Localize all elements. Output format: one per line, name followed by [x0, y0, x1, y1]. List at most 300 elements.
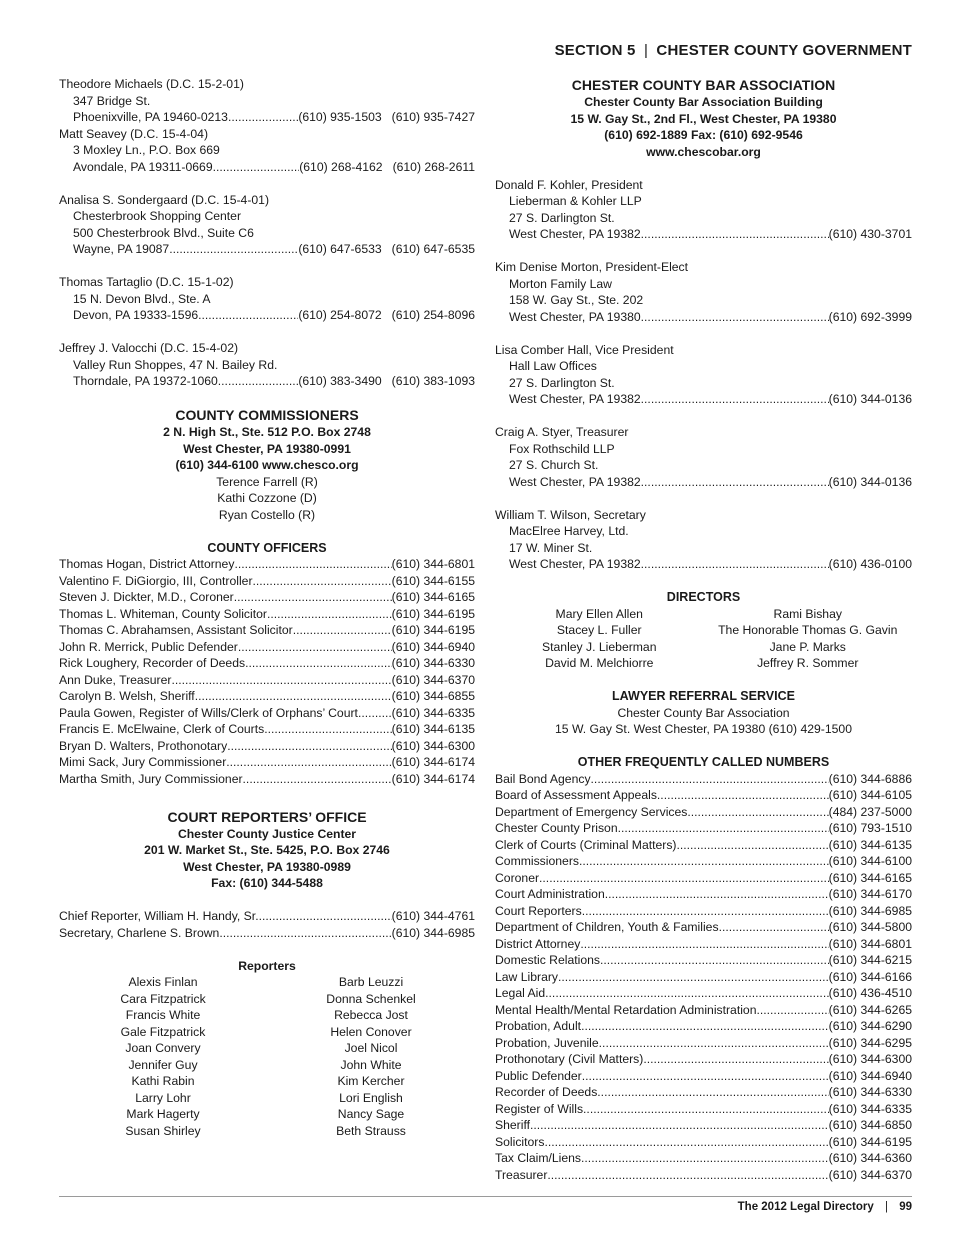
entry-name: Wayne, PA 19087	[73, 242, 170, 256]
address-phone-line	[495, 309, 912, 326]
phone-number: (610) 344-6985	[391, 925, 475, 940]
entry-name: Public Defender	[495, 1068, 582, 1083]
number-row	[495, 1134, 912, 1151]
entry-name: Chief Reporter, William H. Handy, Sr.	[59, 909, 259, 923]
fax-number: (610) 935-7427	[391, 110, 475, 124]
address-line: 2 N. High St., Ste. 512 P.O. Box 2748	[163, 425, 371, 439]
fax-number: (610) 647-6535	[391, 242, 475, 256]
dot-leader	[228, 109, 298, 126]
reporter-name: John White	[340, 1057, 402, 1072]
number-row	[495, 919, 912, 936]
address-line: Hall Law Offices	[509, 359, 597, 373]
entry-name: Steven J. Dickter, M.D., Coroner	[59, 590, 234, 604]
dot-leader	[583, 1101, 829, 1118]
entry-name: Mental Health/Mental Retardation Administration	[495, 1002, 757, 1017]
fax-number: (610) 268-2611	[392, 159, 475, 174]
commissioners-members	[59, 474, 475, 524]
entry-name: West Chester, PA 19382	[509, 557, 641, 571]
dot-leader	[591, 771, 829, 788]
address-phone-line	[59, 109, 475, 126]
dot-leader	[757, 1002, 829, 1019]
entry-name: Sheriff	[495, 1118, 531, 1132]
entry-name: Law Library	[495, 969, 558, 984]
entry-name: Probation, Adult	[495, 1019, 582, 1033]
phone-number: (610) 344-6165	[391, 590, 475, 604]
bar-officers-list	[495, 177, 912, 573]
officer-name: Lisa Comber Hall, Vice President	[495, 342, 674, 357]
phone-number: (610) 344-0136	[828, 474, 912, 489]
entry-name: Secretary, Charlene S. Brown	[59, 925, 220, 940]
left-column	[59, 76, 475, 1139]
dot-leader	[169, 241, 298, 258]
phone-number: (610) 344-4761	[391, 909, 475, 923]
number-row	[495, 1101, 912, 1118]
officer-row	[59, 672, 475, 689]
phone-number: (610) 344-6886	[828, 771, 912, 786]
address-line: Fox Rothschild LLP	[509, 441, 615, 456]
address-line: 158 W. Gay St., Ste. 202	[509, 293, 644, 307]
dot-leader	[558, 969, 829, 986]
entry-name: Valentino F. DiGiorgio, III, Controller	[59, 573, 253, 588]
director-name: Jane P. Marks	[769, 639, 846, 654]
entry-name: Rick Loughery, Recorder of Deeds	[59, 656, 246, 670]
reporter-name: Cara Fitzpatrick	[120, 991, 206, 1006]
court-reporters-title: COURT REPORTERS’ OFFICE	[167, 808, 367, 825]
entry-name: Bryan D. Walters, Prothonotary	[59, 738, 228, 753]
phone-number: (610) 344-6801	[828, 936, 912, 951]
dot-leader	[171, 672, 391, 689]
director-name: Mary Ellen Allen	[555, 606, 643, 621]
address-line: MacElree Harvey, Ltd.	[509, 524, 629, 538]
reporter-name: Alexis Finlan	[128, 975, 198, 989]
entry-name: Bail Bond Agency	[495, 771, 591, 786]
district-court-list	[59, 76, 475, 390]
right-column	[495, 76, 912, 1183]
directors-grid	[495, 606, 912, 672]
staff-row	[59, 925, 475, 942]
dot-leader	[227, 738, 391, 755]
entry-name: Carolyn B. Welsh, Sheriff	[59, 689, 195, 703]
number-row	[495, 1068, 912, 1085]
officer-row	[59, 738, 475, 755]
entry-name: Ann Duke, Treasurer	[59, 672, 172, 687]
dot-leader	[579, 853, 829, 870]
phone-number: (610) 344-6135	[828, 837, 912, 852]
director-name: Stanley J. Lieberman	[542, 639, 657, 654]
dot-leader	[238, 639, 392, 656]
number-row	[495, 787, 912, 804]
page-number: 99	[899, 1201, 912, 1213]
court-reporters-address	[59, 826, 475, 892]
referral-line: Chester County Bar Association	[617, 705, 790, 720]
dot-leader	[234, 556, 391, 573]
entry-name: Treasurer	[495, 1167, 548, 1182]
officer-row	[59, 639, 475, 656]
bar-association-section	[495, 76, 912, 573]
address-line: 347 Bridge St.	[73, 93, 151, 108]
number-row	[495, 952, 912, 969]
entry-name: Mimi Sack, Jury Commissioner	[59, 755, 227, 769]
dot-leader	[641, 226, 829, 243]
number-row	[495, 903, 912, 920]
phone-number: (610) 430-3701	[828, 227, 912, 241]
entry-name: Matt Seavey (D.C. 15-4-04)	[59, 126, 209, 141]
phone-number: (610) 344-6170	[828, 887, 912, 901]
director-name: The Honorable Thomas G. Gavin	[718, 623, 898, 637]
other-numbers-list	[495, 771, 912, 1184]
phone-number: (610) 344-6940	[828, 1068, 912, 1083]
officer-row	[59, 556, 475, 573]
number-row	[495, 804, 912, 821]
dot-leader	[530, 1117, 829, 1134]
reporter-name: Beth Strauss	[336, 1123, 406, 1138]
number-row	[495, 1035, 912, 1052]
entry-name: Register of Wills	[495, 1101, 584, 1116]
fax-number: (610) 254-8096	[391, 308, 475, 322]
officer-row	[59, 754, 475, 771]
phone-number: (610) 935-1503	[298, 110, 382, 124]
phone-number: (610) 383-3490	[298, 374, 382, 388]
dot-leader	[600, 952, 829, 969]
publication-name: The 2012 Legal Directory	[737, 1201, 874, 1213]
directors-section	[495, 589, 912, 672]
reporter-name: Helen Conover	[330, 1024, 412, 1039]
dot-leader	[643, 1051, 828, 1068]
number-row	[495, 969, 912, 986]
address-line: 27 S. Church St.	[509, 458, 599, 472]
number-row	[495, 1150, 912, 1167]
dot-leader	[677, 837, 829, 854]
entry-name: Legal Aid	[495, 986, 546, 1000]
phone-number: (610) 344-6300	[391, 738, 475, 753]
dot-leader	[195, 688, 392, 705]
phone-number: (610) 344-6174	[391, 755, 475, 769]
referral-lines	[495, 705, 912, 738]
entry-name: Thorndale, PA 19372-1060	[73, 374, 218, 388]
address-line: Morton Family Law	[509, 276, 612, 291]
phone-number: (610) 344-6195	[391, 606, 475, 621]
fax-number: (610) 383-1093	[391, 374, 475, 388]
number-row	[495, 886, 912, 903]
dot-leader	[544, 1134, 828, 1151]
phone-number: (610) 344-0136	[828, 392, 912, 406]
officer-name: Donald F. Kohler, President	[495, 177, 643, 192]
dot-leader	[226, 754, 391, 771]
phone-number: (610) 344-6100	[828, 854, 912, 868]
entry-name: Thomas Tartaglio (D.C. 15-1-02)	[59, 275, 234, 289]
officer-row	[59, 655, 475, 672]
bar-association-title: CHESTER COUNTY BAR ASSOCIATION	[571, 77, 836, 93]
county-officers-section	[59, 540, 475, 788]
address-phone-line	[59, 307, 475, 324]
address-line: 201 W. Market St., Ste. 5425, P.O. Box 2746	[144, 843, 390, 857]
dot-leader	[218, 373, 299, 390]
dot-leader	[582, 903, 829, 920]
entry-name: John R. Merrick, Public Defender	[59, 639, 238, 654]
dot-leader	[641, 474, 829, 491]
phone-number: (610) 344-6300	[828, 1052, 912, 1066]
commissioners-section	[59, 406, 475, 523]
staff-row	[59, 908, 475, 925]
phone-number: (610) 436-0100	[828, 557, 912, 571]
phone-number: (610) 344-6940	[391, 639, 475, 654]
dot-leader	[580, 936, 828, 953]
address-line: (610) 692-1889 Fax: (610) 692-9546	[604, 128, 803, 142]
entry-name: Phoenixville, PA 19460-0213	[73, 110, 228, 124]
phone-number: (610) 344-6155	[391, 573, 475, 588]
phone-number: (610) 344-6330	[828, 1085, 912, 1099]
dot-leader	[539, 870, 829, 887]
reporter-name: Jennifer Guy	[128, 1057, 198, 1072]
phone-number: (610) 344-6370	[828, 1167, 912, 1182]
entry-name: Board of Assessment Appeals	[495, 788, 657, 802]
number-row	[495, 771, 912, 788]
address-line: 27 S. Darlington St.	[509, 375, 615, 390]
director-name: Jeffrey R. Sommer	[757, 656, 859, 670]
entry-name: West Chester, PA 19380	[509, 309, 641, 324]
referral-title: LAWYER REFERRAL SERVICE	[612, 689, 795, 703]
county-officers-list	[59, 556, 475, 787]
address-phone-line	[495, 391, 912, 408]
reporter-name: Susan Shirley	[125, 1123, 201, 1138]
address-phone-line	[59, 373, 475, 390]
number-row	[495, 1002, 912, 1019]
number-row	[495, 985, 912, 1002]
address-line: (610) 344-6100 www.chesco.org	[175, 458, 359, 472]
commissioners-title: COUNTY COMMISSIONERS	[175, 407, 359, 423]
entry-name: Analisa S. Sondergaard (D.C. 15-4-01)	[59, 192, 270, 207]
section-header	[555, 42, 912, 59]
directory-entry	[59, 126, 475, 176]
entry-name: Clerk of Courts (Criminal Matters)	[495, 837, 677, 852]
dot-leader	[545, 985, 829, 1002]
reporter-name: Gale Fitzpatrick	[120, 1024, 206, 1039]
phone-number: (610) 793-1510	[828, 821, 912, 835]
reporter-name: Nancy Sage	[337, 1107, 405, 1121]
phone-number: (610) 344-6165	[828, 870, 912, 885]
phone-number: (610) 647-6533	[298, 242, 382, 256]
reporter-name: Joel Nicol	[344, 1041, 398, 1055]
entry-name: Thomas C. Abrahamsen, Assistant Solicitor	[59, 623, 293, 637]
officer-name: Craig A. Styer, Treasurer	[495, 425, 629, 439]
entry-name: Commissioners	[495, 854, 579, 868]
bar-officer-entry	[495, 259, 912, 325]
phone-number: (484) 237-5000	[828, 804, 912, 819]
phone-number: (610) 344-6335	[391, 705, 475, 720]
reporter-name: Barb Leuzzi	[338, 975, 404, 989]
dot-leader	[259, 908, 392, 925]
dot-leader	[618, 820, 829, 837]
dot-leader	[267, 606, 392, 623]
dot-leader	[547, 1167, 828, 1184]
dot-leader	[599, 1035, 829, 1052]
phone-number: (610) 254-8072	[298, 308, 382, 322]
entry-name: Court Reporters	[495, 903, 582, 918]
phone-number: (610) 344-6166	[828, 969, 912, 984]
phone-number: (610) 344-5800	[828, 920, 912, 934]
section-separator: |	[643, 42, 649, 59]
address-line: West Chester, PA 19380-0991	[183, 441, 351, 456]
reporter-name: Francis White	[125, 1008, 201, 1022]
entry-name: Jeffrey J. Valocchi (D.C. 15-4-02)	[59, 341, 239, 355]
address-line: 500 Chesterbrook Blvd., Suite C6	[73, 225, 254, 240]
dot-leader	[582, 1068, 829, 1085]
entry-name: Prothonotary (Civil Matters)	[495, 1052, 644, 1066]
officer-row	[59, 606, 475, 623]
entry-name: Department of Emergency Services	[495, 804, 688, 819]
dot-leader	[641, 556, 829, 573]
entry-name: Martha Smith, Jury Commissioner	[59, 771, 243, 786]
entry-name: Court Administration	[495, 887, 605, 901]
address-line: Lieberman & Kohler LLP	[509, 194, 642, 208]
dot-leader	[219, 925, 391, 942]
entry-name: Theodore Michaels (D.C. 15-2-01)	[59, 77, 244, 91]
entry-name: West Chester, PA 19382	[509, 227, 641, 241]
address-phone-line	[495, 226, 912, 243]
commissioners-address	[59, 424, 475, 474]
entry-name: Coroner	[495, 870, 540, 885]
entry-name: Paula Gowen, Register of Wills/Clerk of Orphans’ Court	[59, 705, 358, 720]
reporter-name: Mark Hagerty	[126, 1107, 200, 1121]
dot-leader	[198, 307, 298, 324]
phone-number: (610) 344-6215	[828, 953, 912, 967]
dot-leader	[687, 804, 828, 821]
officer-name: William T. Wilson, Secretary	[495, 507, 646, 522]
directory-entry	[59, 76, 475, 126]
director-name: David M. Melchiorre	[545, 656, 654, 670]
bar-association-address	[495, 94, 912, 160]
director-name: Stacey L. Fuller	[556, 623, 642, 637]
address-phone-line	[495, 556, 912, 573]
entry-name: Solicitors	[495, 1134, 545, 1149]
dot-leader	[581, 1018, 829, 1035]
number-row	[495, 1051, 912, 1068]
page-footer	[738, 1201, 912, 1213]
phone-number: (610) 344-6360	[828, 1151, 912, 1165]
address-line: Valley Run Shoppes, 47 N. Bailey Rd.	[73, 357, 278, 372]
address-line: Chesterbrook Shopping Center	[73, 209, 242, 223]
bar-officer-entry	[495, 424, 912, 490]
phone-number: (610) 344-6105	[828, 788, 912, 802]
entry-name: Devon, PA 19333-1596	[73, 308, 199, 322]
officer-row	[59, 771, 475, 788]
address-line: 3 Moxley Ln., P.O. Box 669	[73, 143, 220, 157]
phone-number: (610) 344-6850	[828, 1118, 912, 1132]
directory-entry	[59, 274, 475, 324]
directory-entry	[59, 340, 475, 390]
commissioner-name: Kathi Cozzone (D)	[217, 491, 317, 505]
other-numbers-title: OTHER FREQUENTLY CALLED NUMBERS	[577, 755, 830, 769]
phone-number: (610) 344-6370	[391, 672, 475, 687]
dot-leader	[253, 573, 392, 590]
dot-leader	[243, 771, 392, 788]
commissioner-name: Ryan Costello (R)	[218, 507, 316, 522]
number-row	[495, 837, 912, 854]
court-reporters-staff	[59, 908, 475, 941]
phone-number: (610) 344-6985	[828, 903, 912, 918]
directory-entry	[59, 192, 475, 258]
entry-name: Department of Children, Youth & Families	[495, 920, 719, 934]
number-row	[495, 1084, 912, 1101]
officer-row	[59, 688, 475, 705]
entry-name: Francis E. McElwaine, Clerk of Courts	[59, 722, 265, 736]
dot-leader	[213, 159, 300, 176]
phone-number: (610) 344-6135	[391, 722, 475, 736]
address-line: Chester County Justice Center	[177, 826, 357, 841]
phone-number: (610) 436-4510	[828, 986, 912, 1000]
address-line: 27 S. Darlington St.	[509, 210, 615, 225]
entry-name: Tax Claim/Liens	[495, 1151, 582, 1165]
officer-row	[59, 705, 475, 722]
section-title: CHESTER COUNTY GOVERNMENT	[656, 42, 912, 59]
reporter-name: Kathi Rabin	[131, 1074, 195, 1088]
reporter-name: Lori English	[339, 1090, 403, 1105]
footer-rule	[59, 1196, 912, 1197]
phone-number: (610) 344-6801	[391, 557, 475, 571]
address-line: West Chester, PA 19380-0989	[183, 859, 351, 874]
referral-line: 15 W. Gay St. West Chester, PA 19380 (610) 429-1500	[555, 722, 852, 736]
phone-number: (610) 344-6335	[828, 1101, 912, 1116]
dot-leader	[581, 1150, 829, 1167]
entry-name: West Chester, PA 19382	[509, 474, 641, 489]
entry-name: West Chester, PA 19382	[509, 392, 641, 406]
entry-name: District Attorney	[495, 936, 581, 951]
court-reporters-section	[59, 808, 475, 1140]
address-phone-line	[59, 241, 475, 258]
address-line: 15 N. Devon Blvd., Ste. A	[73, 291, 211, 306]
dot-leader	[605, 886, 829, 903]
entry-name: Domestic Relations	[495, 953, 600, 967]
number-row	[495, 853, 912, 870]
number-row	[495, 936, 912, 953]
section-number: SECTION 5	[554, 42, 636, 59]
entry-name: Thomas L. Whiteman, County Solicitor	[59, 606, 267, 621]
officer-row	[59, 721, 475, 738]
commissioner-name: Terence Farrell (R)	[216, 474, 318, 489]
phone-number: (610) 268-4162	[299, 159, 383, 174]
director-name: Rami Bishay	[773, 606, 842, 621]
dot-leader	[245, 655, 392, 672]
other-numbers-section	[495, 754, 912, 1183]
reporter-name: Joan Convery	[125, 1041, 201, 1055]
number-row	[495, 1117, 912, 1134]
dot-leader	[293, 622, 392, 639]
dot-leader	[358, 705, 392, 722]
phone-number: (610) 344-6265	[828, 1002, 912, 1017]
dot-leader	[657, 787, 829, 804]
number-row	[495, 1018, 912, 1035]
number-row	[495, 820, 912, 837]
phone-number: (610) 344-6195	[391, 623, 475, 637]
dot-leader	[234, 589, 392, 606]
address-line: 15 W. Gay St., 2nd Fl., West Chester, PA 19380	[570, 111, 837, 126]
entry-name: Probation, Juvenile	[495, 1035, 599, 1050]
entry-name: Thomas Hogan, District Attorney	[59, 557, 235, 571]
phone-number: (610) 344-6174	[391, 771, 475, 786]
reporter-name: Rebecca Jost	[334, 1008, 408, 1022]
bar-officer-entry	[495, 177, 912, 243]
reporters-grid	[59, 974, 475, 1139]
officer-row	[59, 573, 475, 590]
number-row	[495, 870, 912, 887]
officer-row	[59, 622, 475, 639]
address-phone-line	[495, 474, 912, 491]
address-line: Fax: (610) 344-5488	[211, 876, 323, 890]
entry-name: Chester County Prison	[495, 821, 618, 835]
footer-separator: |	[885, 1201, 888, 1213]
county-officers-title: COUNTY OFFICERS	[207, 540, 327, 555]
dot-leader	[719, 919, 829, 936]
